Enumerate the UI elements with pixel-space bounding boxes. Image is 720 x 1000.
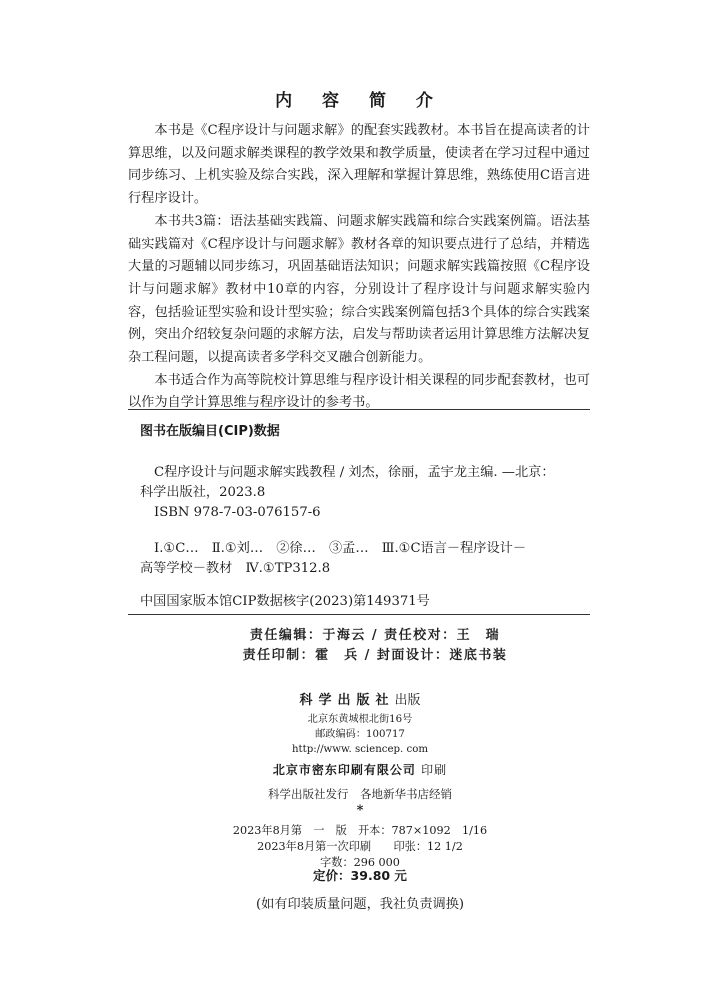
printer-name-text: 北京市密东印刷有限公司 [272, 763, 416, 777]
printer-suffix: 印刷 [421, 763, 448, 777]
cip-record-number: 中国国家版本馆CIP数据核字(2023)第149371号 [140, 594, 430, 609]
publisher-address: 北京东黄城根北街16号 [307, 714, 413, 725]
cip-isbn: ISBN 978-7-03-076157-6 [154, 505, 321, 520]
cip-block [140, 420, 590, 579]
distribution-line: 科学出版社发行 各地新华书店经销 [268, 787, 452, 801]
cip-classification-line: 高等学校－教材 Ⅳ.①TP312.8 [140, 561, 331, 576]
word-count: 字数：296 000 [320, 856, 400, 869]
divider-top [128, 409, 590, 410]
edition-line: 2023年8月第一次印刷 印张：12 1/2 [257, 840, 463, 853]
publisher-name-text: 科学出版社 [299, 693, 395, 708]
quality-note: (如有印装质量问题，我社负责调换) [255, 897, 465, 912]
divider-bottom [128, 614, 590, 615]
staff-credits [0, 626, 720, 666]
intro-paragraph: 本书适合作为高等院校计算思维与程序设计相关课程的同步配套教材，也可以作为自学计算思维与程序设计的参考书。 [128, 372, 590, 411]
cip-entry-line: C程序设计与问题求解实践教程 / 刘杰，徐丽，孟宇龙主编. —北京： [154, 465, 555, 480]
cip-heading: 图书在版编目(CIP)数据 [140, 424, 280, 439]
cip-entry-line: 科学出版社，2023.8 [140, 485, 266, 500]
intro-text [128, 120, 590, 415]
intro-paragraph: 本书共3篇：语法基础实践篇、问题求解实践篇和综合实践案例篇。语法基础实践篇对《C程序设计与问题求解》教材各章的知识要点进行了总结，并精选大量的习题辅以同步练习，巩固基础语法知识；问题求解实践篇按照《C程序设计与问题求解》教材中10章的内容，分别设计了程序设计与问题求解实验内容，包括验证型实验和设计型实验；综合实践案例篇包括3个具体的综合实践案例，突出介绍较复杂问题的求解方法，启发与帮助读者运用计算思维方法解决复杂工程问题，以提高读者多学科交叉融合创新能力。 [128, 213, 590, 366]
publisher-name [0, 690, 720, 712]
publisher-website: http://www. sciencep. com [291, 744, 428, 755]
separator-star: * [356, 803, 364, 818]
staff-line: 责任编辑：于海云 / 责任校对：王 瑞 [249, 628, 501, 643]
publisher-block [0, 690, 720, 871]
cip-classification-line: Ⅰ.①C… Ⅱ.①刘… ②徐… ③孟… Ⅲ.①C语言－程序设计－ [154, 541, 527, 556]
intro-paragraph: 本书是《C程序设计与问题求解》的配套实践教材。本书旨在提高读者的计算思维，以及问题求解类课程的教学效果和教学质量，使读者在学习过程中通过同步练习、上机实验及综合实践，深入理解和掌握计算思维，熟练使用C语言进行程序设计。 [128, 123, 590, 207]
staff-line: 责任印制：霍 兵 / 封面设计：迷底书装 [242, 648, 508, 663]
page-title: 内 容 简 介 [275, 91, 445, 111]
price: 定价：39.80 元 [313, 868, 407, 883]
edition-line: 2023年8月第 一 版 开本：787×1092 1/16 [232, 824, 488, 837]
publisher-suffix: 出版 [394, 693, 421, 708]
publisher-postcode: 邮政编码：100717 [315, 729, 405, 740]
printer-name [0, 759, 720, 781]
